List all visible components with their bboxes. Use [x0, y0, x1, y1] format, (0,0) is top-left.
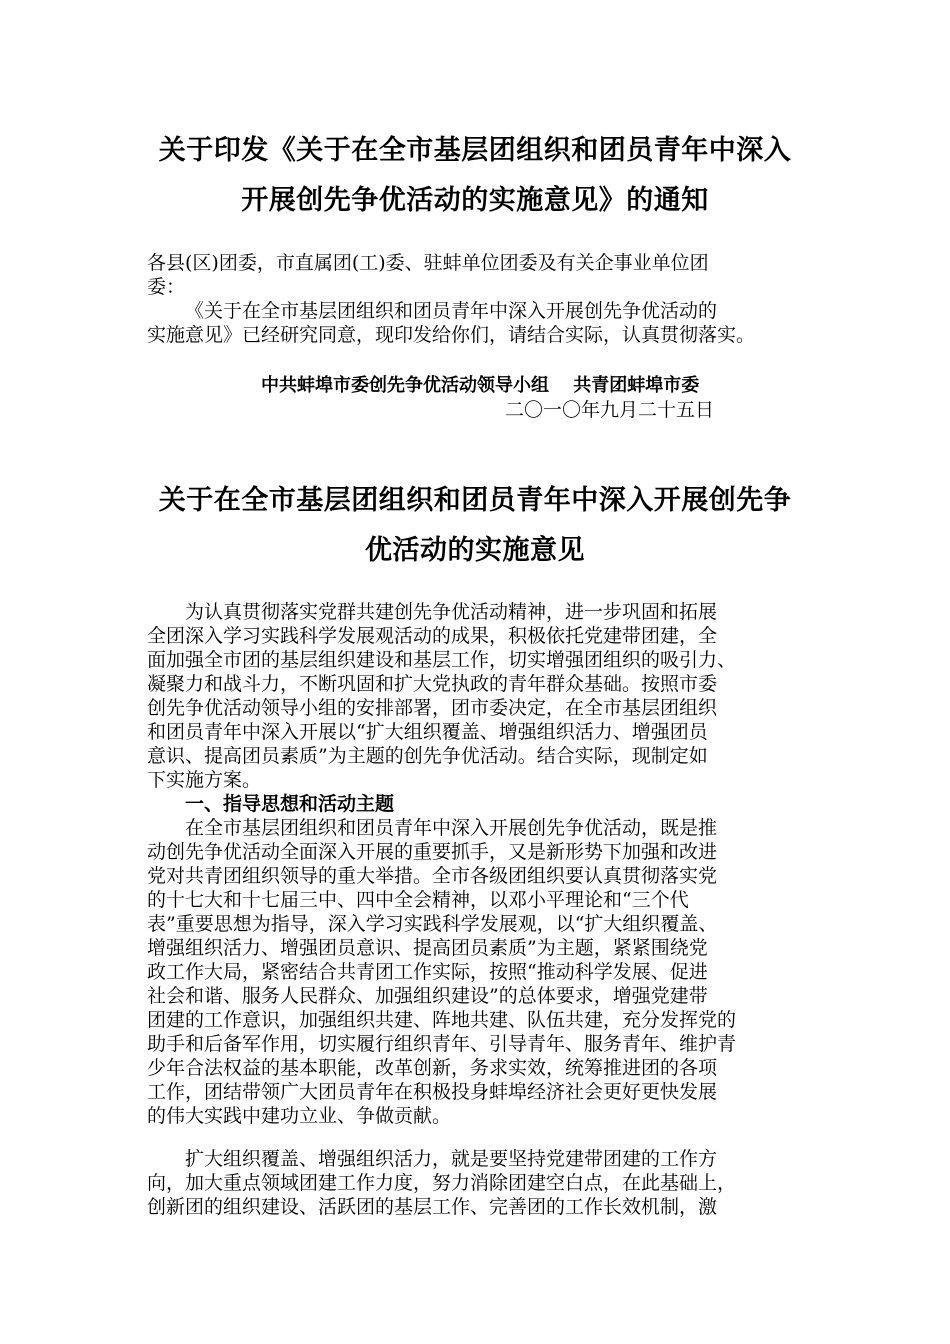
opinion-title [100, 476, 850, 576]
notice-date: 二〇一〇年九月二十五日 [505, 399, 715, 421]
opinion-text-line: 政工作大局，紧密结合共青团工作实际，按照“推动科学发展、促进 [147, 961, 708, 983]
opinion-text-line: 全团深入学习实践科学发展观活动的成果，积极依托党建带团建，全 [147, 625, 718, 647]
opinion-text-line: 为认真贯彻落实党群共建创先争优活动精神，进一步巩固和拓展 [185, 601, 718, 623]
notice-body: 《关于在全市基层团组织和团员青年中深入开展创先争优活动的 [185, 300, 718, 322]
opinion-text-line: 创新团的组织建设、活跃团的基层工作、完善团的工作长效机制，激 [147, 1196, 718, 1218]
opinion-text-line: 面加强全市团的基层组织建设和基层工作，切实增强团组织的吸引力、 [147, 649, 737, 671]
notice-signature: 中共蚌埠市委创先争优活动领导小组 共青团蚌埠市委 [261, 375, 700, 396]
notice-body-cont: 实施意见》已经研究同意，现印发给你们，请结合实际，认真贯彻落实。 [147, 324, 756, 346]
opinion-text-line: 在全市基层团组织和团员青年中深入开展创先争优活动，既是推 [185, 817, 718, 839]
opinion-text-line: 工作，团结带领广大团员青年在积极投身蚌埠经济社会更好更快发展 [147, 1081, 718, 1103]
opinion-text-line: 下实施方案。 [147, 769, 262, 791]
notice-title-line-1: 关于印发《关于在全市基层团组织和团员青年中深入 [158, 135, 792, 166]
opinion-text-line: 的十七大和十七届三中、四中全会精神，以邓小平理论和“三个代 [147, 889, 689, 911]
opinion-title-line-2: 优活动的实施意见 [365, 535, 585, 566]
notice-title [100, 126, 850, 226]
opinion-text-line: 表”重要思想为指导，深入学习实践科学发展观，以“扩大组织覆盖、 [147, 913, 718, 935]
opinion-text-line: 增强组织活力、增强团员意识、提高团员素质”为主题，紧紧围绕党 [147, 937, 708, 959]
opinion-title-line-1: 关于在全市基层团组织和团员青年中深入开展创先争 [158, 485, 792, 516]
notice-salutation: 各县(区)团委，市直属团(工)委、驻蚌单位团委及有关企事业单位团 [147, 252, 709, 274]
notice-salutation-cont: 委： [147, 276, 186, 298]
opinion-text-line: 党对共青团组织领导的重大举措。全市各级团组织要认真贯彻落实党 [147, 865, 718, 887]
opinion-text-line: 凝聚力和战斗力，不断巩固和扩大党执政的青年群众基础。按照市委 [147, 673, 718, 695]
notice-title-line-2: 开展创先争优活动的实施意见》的通知 [241, 185, 709, 216]
opinion-text-line: 的伟大实践中建功立业、争做贡献。 [147, 1105, 452, 1127]
opinion-text-line: 意识、提高团员素质”为主题的创先争优活动。结合实际，现制定如 [147, 745, 708, 767]
opinion-text-line: 扩大组织覆盖、增强组织活力，就是要坚持党建带团建的工作方 [185, 1148, 718, 1170]
opinion-text-line: 动创先争优活动全面深入开展的重要抓手，又是新形势下加强和改进 [147, 841, 718, 863]
opinion-text-line: 助手和后备军作用，切实履行组织青年、引导青年、服务青年、维护青 [147, 1033, 737, 1055]
opinion-text-line: 向，加大重点领域团建工作力度，努力消除团建空白点，在此基础上， [147, 1172, 737, 1194]
opinion-text-line: 和团员青年中深入开展以“扩大组织覆盖、增强组织活力、增强团员 [147, 721, 708, 743]
opinion-text-line: 少年合法权益的基本职能，改革创新，务求实效，统筹推进团的各项 [147, 1057, 718, 1079]
opinion-text-line: 团建的工作意识，加强组织共建、阵地共建、队伍共建，充分发挥党的 [147, 1009, 737, 1031]
section-heading: 一、指导思想和活动主题 [185, 793, 395, 815]
opinion-text-line: 社会和谐、服务人民群众、加强组织建设”的总体要求，增强党建带 [147, 985, 708, 1007]
opinion-text-line: 创先争优活动领导小组的安排部署，团市委决定，在全市基层团组织 [147, 697, 718, 719]
